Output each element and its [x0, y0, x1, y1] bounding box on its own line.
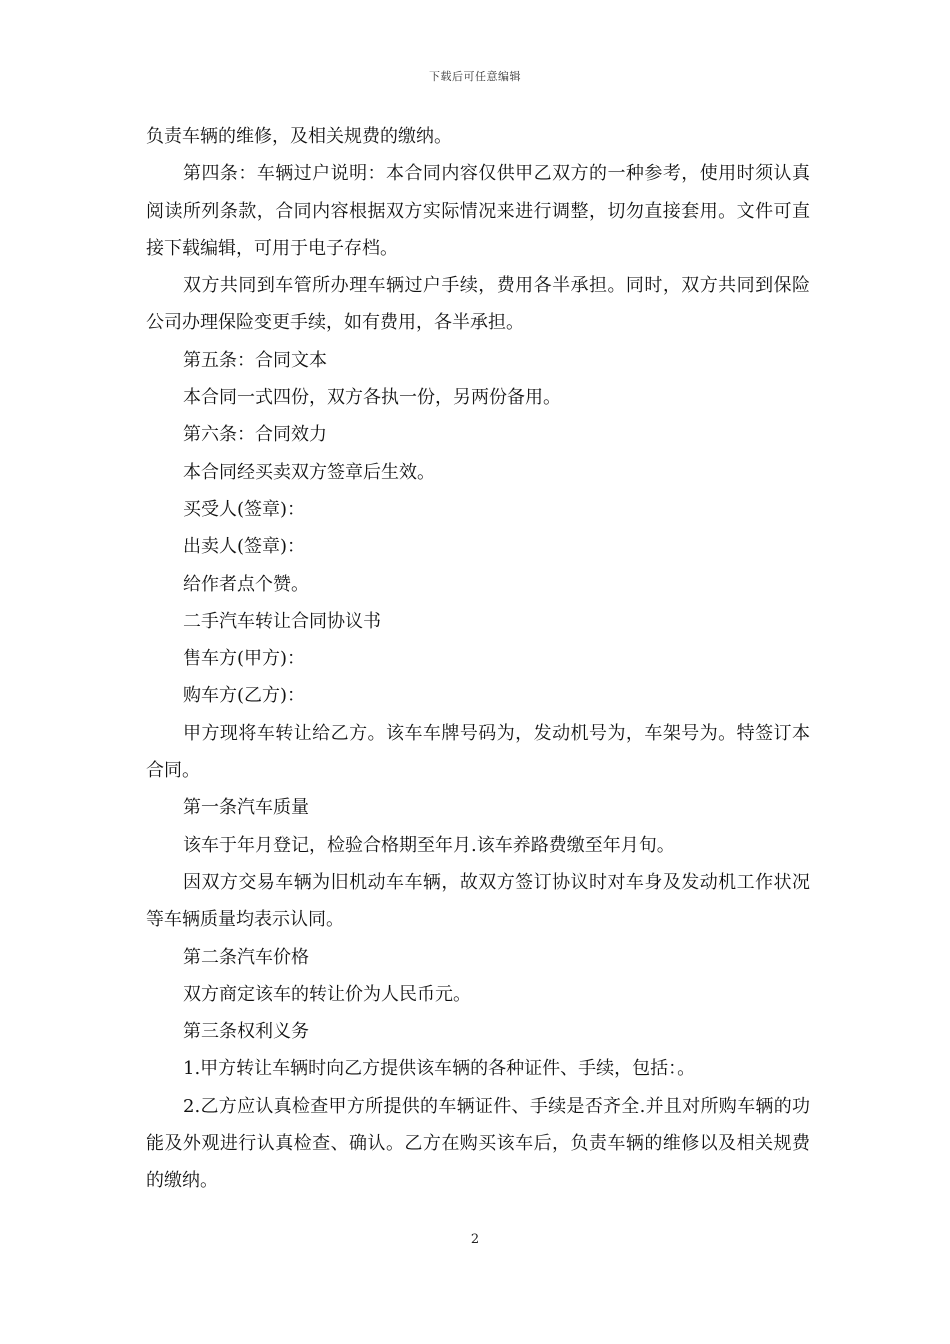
- paragraph-continuation: 负责车辆的维修，及相关规费的缴纳。: [146, 126, 452, 147]
- document-body: [146, 118, 810, 1200]
- paragraph-clause-2: 2.乙方应认真检查甲方所提供的车辆证件、手续是否齐全.并且对所购车辆的功能及外观进行认真检查、确认。乙方在购买该车后，负责车辆的维修以及相关规费的缴纳。: [146, 1095, 810, 1192]
- heading-article-1-quality: 第一条汽车质量: [183, 797, 309, 819]
- page-number: 2: [470, 1232, 480, 1247]
- party-buyer: 购车方(乙方)：: [183, 685, 306, 707]
- paragraph-effect: 本合同经买卖双方签章后生效。: [183, 461, 435, 483]
- paragraph-transfer-procedure: 双方共同到车管所办理车辆过户手续，费用各半承担。同时，双方共同到保险公司办理保险变更手续，如有费用，各半承担。: [146, 275, 810, 334]
- paragraph-copies: 本合同一式四份，双方各执一份，另两份备用。: [183, 387, 561, 409]
- page-header-note: 下载后可任意编辑: [429, 70, 521, 83]
- paragraph-condition: 因双方交易车辆为旧机动车车辆，故双方签订协议时对车身及发动机工作状况等车辆质量均表示认同。: [146, 871, 810, 931]
- paragraph-article-4: 第四条：车辆过户说明：本合同内容仅供甲乙双方的一种参考，使用时须认真阅读所列条款，合同内容根据双方实际情况来进行调整，切勿直接套用。文件可直接下载编辑，可用于电子存档。: [146, 163, 810, 259]
- signature-seller: 出卖人(签章)：: [183, 536, 306, 558]
- heading-second-contract: 二手汽车转让合同协议书: [183, 610, 381, 632]
- heading-article-5: 第五条：合同文本: [183, 349, 327, 371]
- paragraph-transfer-intro: 甲方现将车转让给乙方。该车车牌号码为，发动机号为，车架号为。特签订本合同。: [146, 722, 810, 782]
- heading-article-2-price: 第二条汽车价格: [183, 946, 309, 968]
- party-seller: 售车方(甲方)：: [183, 648, 306, 670]
- paragraph-clause-1: 1.甲方转让车辆时向乙方提供该车辆的各种证件、手续，包括：。: [183, 1058, 696, 1080]
- paragraph-registration: 该车于年月登记，检验合格期至年月.该车养路费缴至年月旬。: [183, 834, 675, 856]
- heading-article-3-rights: 第三条权利义务: [183, 1021, 309, 1043]
- paragraph-like: 给作者点个赞。: [183, 573, 309, 595]
- heading-article-6: 第六条：合同效力: [183, 424, 327, 446]
- signature-buyer: 买受人(签章)：: [183, 498, 306, 520]
- paragraph-price: 双方商定该车的转让价为人民币元。: [183, 983, 471, 1005]
